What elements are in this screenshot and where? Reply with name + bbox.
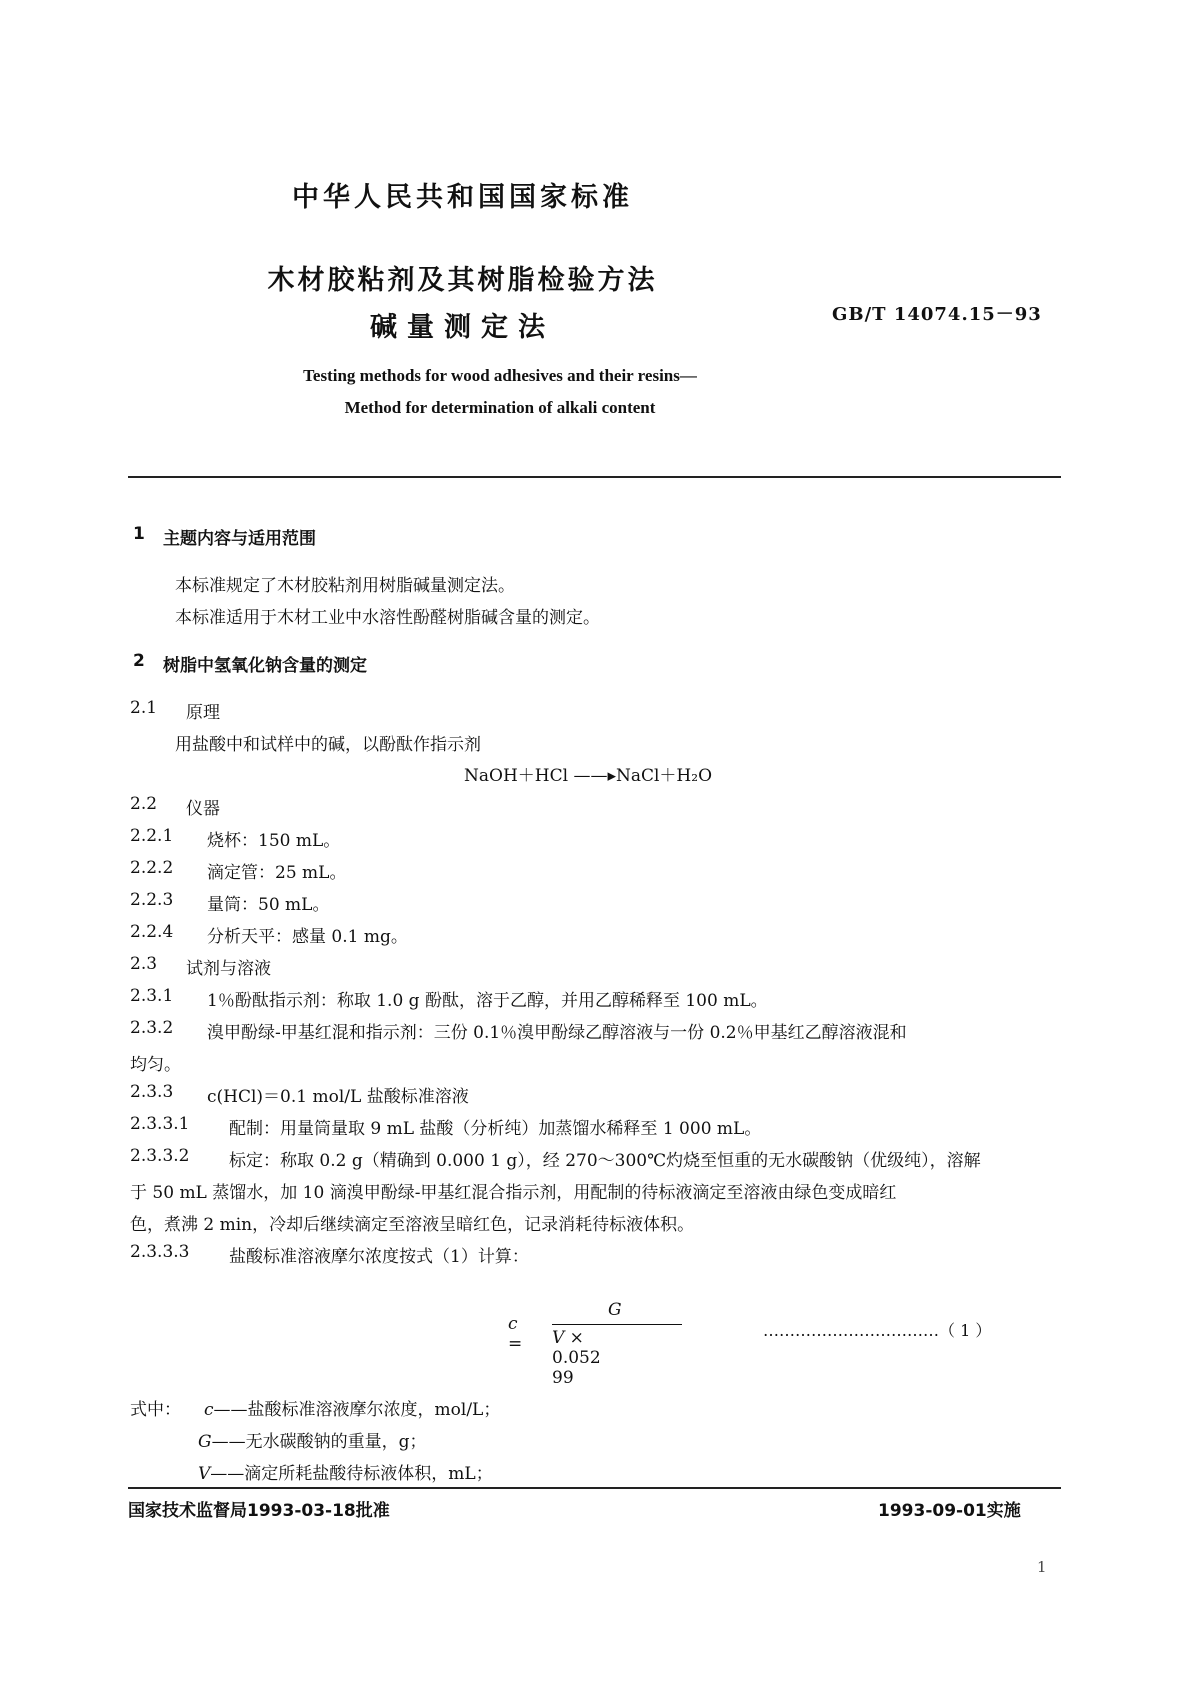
formula-denominator-rest: × 0.052 99 [552, 1328, 601, 1388]
item-2-3-2-number: 2.3.2 [130, 1018, 174, 1038]
section-2-number: 2 [133, 651, 145, 671]
item-2-2-4-text: 分析天平：感量 0.1 mg。 [207, 927, 408, 947]
item-2-2-3-text: 量筒：50 mL。 [207, 895, 330, 915]
title-en-line2: Method for determination of alkali content [344, 398, 656, 417]
formula-denominator-var: V [552, 1328, 565, 1348]
item-2-3-3-3-number: 2.3.3.3 [130, 1242, 190, 1262]
item-2-2-3-number: 2.2.3 [130, 890, 174, 910]
item-2-2-1-number: 2.2.1 [130, 826, 174, 846]
item-2-2-2-text: 滴定管：25 mL。 [207, 863, 347, 883]
formula-numerator: G [608, 1300, 622, 1320]
item-2-2-4-number: 2.2.4 [130, 922, 174, 942]
section-2-title: 树脂中氢氧化钠含量的测定 [163, 656, 367, 676]
section-2-1-number: 2.1 [130, 698, 158, 718]
principle-text: 用盐酸中和试样中的碱，以酚酞作指示剂 [175, 735, 481, 755]
page-number: 1 [1037, 1558, 1047, 1576]
item-2-3-3-1-text: 配制：用量筒量取 9 mL 盐酸（分析纯）加蒸馏水稀释至 1 000 mL。 [229, 1119, 762, 1139]
where-c-line [204, 1395, 500, 1420]
section-2-2-title: 仪器 [186, 799, 220, 819]
item-2-3-3-2-text-b: 于 50 mL 蒸馏水，加 10 滴溴甲酚绿-甲基红混合指示剂，用配制的待标液滴定至溶液由绿色变成暗红 [130, 1183, 897, 1203]
formula-denominator [552, 1328, 601, 1388]
item-2-3-3-2-number: 2.3.3.2 [130, 1146, 190, 1166]
section-1-paragraph-1: 本标准规定了木材胶粘剂用树脂碱量测定法。 [175, 576, 515, 596]
where-v-desc: ——滴定所耗盐酸待标液体积，mL； [210, 1464, 493, 1484]
title-cn-line1: 木材胶粘剂及其树脂检验方法 [267, 265, 658, 296]
national-standard-heading: 中华人民共和国国家标准 [292, 182, 633, 213]
item-2-3-2-text-b: 均匀。 [130, 1055, 181, 1075]
section-2-1-title: 原理 [186, 703, 220, 723]
bottom-divider [128, 1487, 1061, 1489]
section-2-3-number: 2.3 [130, 954, 158, 974]
item-2-3-3-3-text: 盐酸标准溶液摩尔浓度按式（1）计算： [229, 1247, 529, 1267]
item-2-3-3-number: 2.3.3 [130, 1082, 174, 1102]
implementation-note: 1993-09-01实施 [878, 1501, 1021, 1521]
title-en-line1: Testing methods for wood adhesives and their resins— [303, 366, 697, 385]
item-2-2-2-number: 2.2.2 [130, 858, 174, 878]
formula-equation-number: ……………………………（ 1 ） [763, 1321, 992, 1340]
section-1-title: 主题内容与适用范围 [163, 529, 316, 549]
section-1-paragraph-2: 本标准适用于木材工业中水溶性酚醛树脂碱含量的测定。 [175, 608, 600, 628]
item-2-3-3-text: c(HCl)＝0.1 mol/L 盐酸标准溶液 [207, 1087, 469, 1107]
where-v-line [198, 1459, 493, 1484]
standard-number: GB/T 14074.15－93 [832, 304, 1042, 325]
item-2-3-1-text: 1％酚酞指示剂：称取 1.0 g 酚酞，溶于乙醇，并用乙醇稀释至 100 mL。 [207, 991, 768, 1011]
section-2-3-title: 试剂与溶液 [186, 959, 271, 979]
reaction-equation: NaOH＋HCl ——▸NaCl＋H₂O [464, 766, 713, 786]
top-divider [128, 476, 1061, 478]
where-v-var: V [198, 1464, 211, 1484]
where-g-var: G [198, 1432, 212, 1452]
section-1-number: 1 [133, 524, 145, 544]
item-2-3-2-text-a: 溴甲酚绿-甲基红混和指示剂：三份 0.1％溴甲酚绿乙醇溶液与一份 0.2％甲基红乙醇溶液混和 [207, 1023, 907, 1043]
title-cn-line2: 碱量测定法 [370, 312, 555, 343]
item-2-3-3-2-text-a: 标定：称取 0.2 g（精确到 0.000 1 g），经 270～300℃灼烧至恒重的无水碳酸钠（优级纯），溶解 [229, 1151, 981, 1171]
formula-lhs: c = [508, 1314, 523, 1354]
item-2-2-1-text: 烧杯：150 mL。 [207, 831, 341, 851]
where-label: 式中： [130, 1400, 181, 1420]
section-2-2-number: 2.2 [130, 794, 158, 814]
where-g-line [198, 1427, 426, 1452]
item-2-3-3-2-text-c: 色，煮沸 2 min，冷却后继续滴定至溶液呈暗红色，记录消耗待标液体积。 [130, 1215, 695, 1235]
item-2-3-1-number: 2.3.1 [130, 986, 174, 1006]
where-g-desc: ——无水碳酸钠的重量，g； [211, 1432, 427, 1452]
item-2-3-3-1-number: 2.3.3.1 [130, 1114, 190, 1134]
fraction-bar [552, 1324, 682, 1325]
approval-note: 国家技术监督局1993-03-18批准 [128, 1501, 390, 1521]
where-c-desc: ——盐酸标准溶液摩尔浓度，mol/L； [213, 1400, 501, 1420]
where-c-var: c [204, 1400, 214, 1420]
